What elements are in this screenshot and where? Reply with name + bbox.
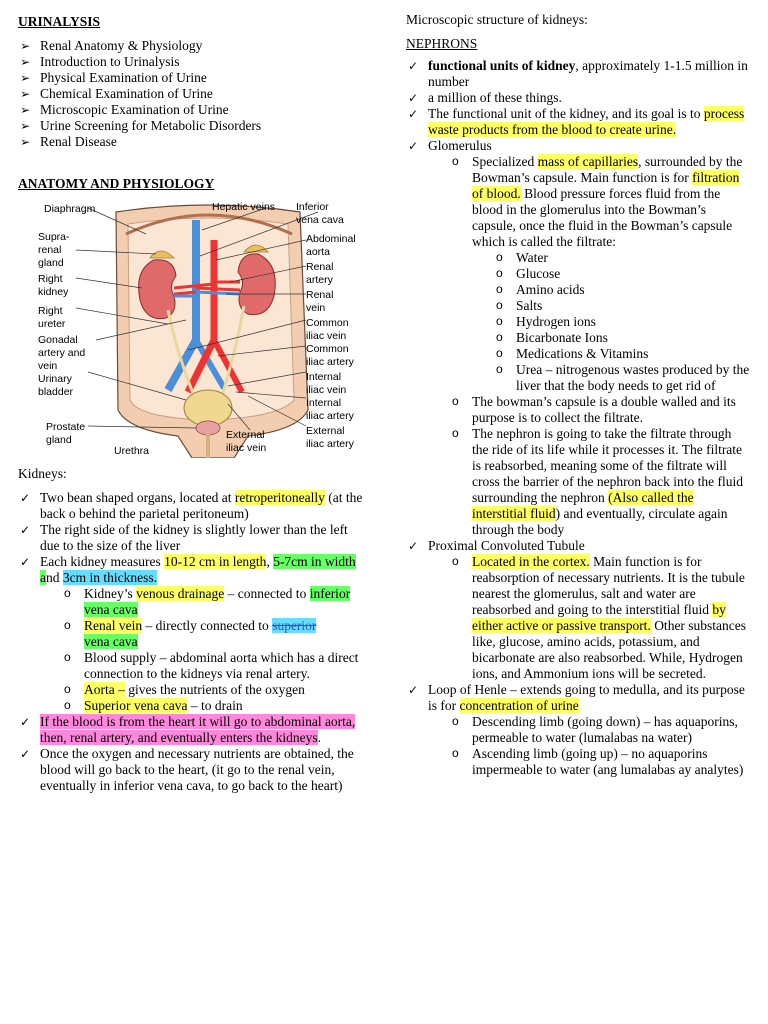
kidney-note: ✓ Once the oxygen and necessary nutrients are obtained, the blood will go back to the heart, (it go to the renal vein, eventually in inferior vena cava, to go back to the heart) bbox=[18, 746, 370, 794]
label-suprarenal-1: Supra- bbox=[38, 231, 70, 243]
topic-item: ➢ Chemical Examination of Urine bbox=[18, 86, 370, 102]
text: nd bbox=[46, 570, 63, 585]
highlight: mass of capillaries bbox=[537, 154, 639, 169]
highlight: Aorta – bbox=[84, 682, 125, 697]
topic-item: ➢ Renal Anatomy & Physiology bbox=[18, 38, 370, 54]
text: Main function is for reabsorption of necessary nutrients. It is the tubule nearest the glomerulus, salt and water are reabsorbed and going to the interstitial fluid bbox=[472, 554, 745, 617]
text: Proximal Convoluted Tubule bbox=[428, 538, 585, 553]
highlight: retroperitoneally bbox=[234, 490, 325, 505]
topic-item: ➢ Introduction to Urinalysis bbox=[18, 54, 370, 70]
filtrate-item: o Urea – nitrogenous wastes produced by the liver that the body needs to get rid of bbox=[494, 362, 750, 394]
right-column bbox=[406, 12, 750, 778]
topic-item: ➢ Renal Disease bbox=[18, 134, 370, 150]
label-common-iliac-vein-2: iliac vein bbox=[306, 330, 347, 342]
subnote bbox=[450, 554, 750, 682]
label-suprarenal-2: renal bbox=[38, 244, 62, 256]
document-title: URINALYSIS bbox=[18, 14, 101, 29]
label-common-iliac-artery-1: Common bbox=[306, 343, 349, 355]
highlight: process waste products from the blood to create urine. bbox=[428, 106, 745, 137]
text: Kidney’s bbox=[84, 586, 137, 601]
label-inferior-vena-cava-1: Inferior bbox=[296, 201, 329, 213]
label-renal-artery-1: Renal bbox=[306, 261, 334, 273]
label-right-kidney-2: kidney bbox=[38, 286, 69, 298]
kidney-note bbox=[18, 714, 370, 746]
label-diaphragm: Diaphragm bbox=[44, 203, 96, 215]
label-urinary-bladder-1: Urinary bbox=[38, 373, 72, 385]
text: Specialized bbox=[472, 154, 538, 169]
highlight: venous drainage bbox=[136, 586, 225, 601]
text: , bbox=[266, 554, 274, 569]
kidney-subnotes bbox=[62, 586, 370, 714]
text: Blood pressure forces fluid from the blood in the glomerulus into the Bowman’s capsule, once the fluid in the Bowman’s capsule which is called the filtrate: bbox=[472, 186, 733, 249]
label-inferior-vena-cava-2: vena cava bbox=[296, 214, 344, 226]
text: Glomerulus bbox=[428, 138, 492, 153]
label-gonadal-1: Gonadal bbox=[38, 334, 78, 346]
kidney-note bbox=[18, 490, 370, 522]
label-external-iliac-vein-1: External bbox=[226, 429, 265, 441]
label-gonadal-3: vein bbox=[38, 360, 58, 372]
label-common-iliac-artery-2: iliac artery bbox=[306, 356, 354, 368]
label-internal-iliac-artery-1: Internal bbox=[306, 397, 342, 409]
label-urethra: Urethra bbox=[114, 445, 150, 457]
subnote: o Blood supply – abdominal aorta which has a direct connection to the kidneys via renal artery. bbox=[62, 650, 370, 682]
label-internal-iliac-vein-1: Internal bbox=[306, 371, 342, 383]
label-external-iliac-vein-2: iliac vein bbox=[226, 442, 267, 454]
label-right-ureter-1: Right bbox=[38, 305, 63, 317]
highlight: Renal vein bbox=[84, 618, 143, 633]
strikethrough: superior bbox=[272, 618, 317, 633]
text: (at the back o behind the parietal peritoneum) bbox=[40, 490, 363, 521]
filtrate-list bbox=[494, 250, 750, 394]
subnote: o Descending limb (going down) – has aquaporins, permeable to water (lumalabas na water) bbox=[450, 714, 750, 746]
text: gives the nutrients of the oxygen bbox=[124, 682, 305, 697]
filtrate-item: o Medications & Vitamins bbox=[494, 346, 750, 362]
subnote: o Ascending limb (going up) – no aquaporins impermeable to water (ang lumalabas ay analytes) bbox=[450, 746, 750, 778]
label-suprarenal-3: gland bbox=[38, 257, 64, 269]
nephron-note bbox=[406, 58, 750, 90]
topic-list bbox=[18, 38, 370, 150]
label-urinary-bladder-2: bladder bbox=[38, 386, 74, 398]
text: – to drain bbox=[187, 698, 243, 713]
highlight: filtration of blood. bbox=[472, 170, 740, 201]
highlight: by either active or passive transport. bbox=[472, 602, 726, 633]
text: , approximately 1-1.5 million in number bbox=[428, 58, 748, 89]
subnote bbox=[450, 426, 750, 538]
subnote bbox=[62, 682, 370, 698]
nephron-note bbox=[406, 106, 750, 138]
label-hepatic-veins: Hepatic veins bbox=[212, 201, 276, 213]
label-prostate-1: Prostate bbox=[46, 421, 86, 433]
highlight: Superior vena cava bbox=[84, 698, 188, 713]
label-prostate-2: gland bbox=[46, 434, 72, 446]
kidney-notes bbox=[18, 490, 370, 794]
kidney-note bbox=[18, 554, 370, 714]
kidneys-label: Kidneys: bbox=[18, 466, 67, 481]
text: Loop of Henle – extends going to medulla, and its purpose is for bbox=[428, 682, 745, 713]
highlight: If the blood is from the heart it will go to abdominal aorta, then, renal artery, and eventually enters the kidneys bbox=[40, 714, 356, 745]
subnote bbox=[62, 586, 370, 618]
glomerulus-subnotes bbox=[450, 154, 750, 538]
section-title: ANATOMY AND PHYSIOLOGY bbox=[18, 176, 215, 191]
filtrate-item: o Glucose bbox=[494, 266, 750, 282]
highlight: vena cava bbox=[84, 634, 138, 649]
highlight: Located in the cortex. bbox=[472, 554, 590, 569]
label-external-iliac-artery-2: iliac artery bbox=[306, 438, 354, 450]
topic-item: ➢ Microscopic Examination of Urine bbox=[18, 102, 370, 118]
label-renal-vein-1: Renal bbox=[306, 289, 334, 301]
label-renal-vein-2: vein bbox=[306, 302, 326, 314]
kidney-anatomy-figure bbox=[18, 200, 376, 458]
label-right-kidney-1: Right bbox=[38, 273, 63, 285]
label-common-iliac-vein-1: Common bbox=[306, 317, 349, 329]
filtrate-item: o Water bbox=[494, 250, 750, 266]
highlight: 5-7cm in width a bbox=[40, 554, 356, 585]
subnote bbox=[450, 154, 750, 394]
text: ) and eventually, circulate again through the body bbox=[472, 506, 728, 537]
text: , surrounded by the Bowman’s capsule. Main function is for bbox=[472, 154, 743, 185]
text: The functional unit of the kidney, and its goal is to bbox=[428, 106, 704, 121]
filtrate-item: o Bicarbonate Ions bbox=[494, 330, 750, 346]
text: – connected to bbox=[224, 586, 310, 601]
filtrate-item: o Amino acids bbox=[494, 282, 750, 298]
loop-subnotes bbox=[450, 714, 750, 778]
text: – directly connected to bbox=[142, 618, 273, 633]
text: Each kidney measures bbox=[40, 554, 165, 569]
topic-item: ➢ Physical Examination of Urine bbox=[18, 70, 370, 86]
urinary-system-illustration bbox=[18, 200, 376, 458]
subnote bbox=[62, 618, 370, 650]
label-abdominal-aorta-1: Abdominal bbox=[306, 233, 356, 245]
text: . bbox=[317, 730, 322, 745]
nephrons-heading: NEPHRONS bbox=[406, 36, 478, 51]
highlight: (Also called the interstitial fluid bbox=[472, 490, 694, 521]
nephron-note: ✓ a million of these things. bbox=[406, 90, 750, 106]
label-renal-artery-2: artery bbox=[306, 274, 333, 286]
filtrate-item: o Salts bbox=[494, 298, 750, 314]
text: Two bean shaped organs, located at bbox=[40, 490, 235, 505]
bold-text: functional units of kidney bbox=[428, 58, 576, 73]
highlight: 3cm in thickness. bbox=[62, 570, 157, 585]
nephron-note bbox=[406, 138, 750, 538]
text: Other substances like, glucose, amino acids, potassium, and bicarbonate are also reabsorbed. While, Hydrogen ions, and Ammonium ions will be secreted. bbox=[472, 618, 747, 681]
nephron-note bbox=[406, 538, 750, 682]
pct-subnotes bbox=[450, 554, 750, 682]
label-right-ureter-2: ureter bbox=[38, 318, 66, 330]
highlight: inferior vena cava bbox=[84, 586, 351, 617]
microscopic-title: Microscopic structure of kidneys: bbox=[406, 12, 588, 27]
label-abdominal-aorta-2: aorta bbox=[306, 246, 330, 258]
label-internal-iliac-artery-2: iliac artery bbox=[306, 410, 354, 422]
label-external-iliac-artery-1: External bbox=[306, 425, 345, 437]
highlight: concentration of urine bbox=[459, 698, 579, 713]
topic-item: ➢ Urine Screening for Metabolic Disorders bbox=[18, 118, 370, 134]
subnote: o The bowman’s capsule is a double walled and its purpose is to collect the filtrate. bbox=[450, 394, 750, 426]
text: The nephron is going to take the filtrate through the ride of its life while it processes it. The filtrate is reabsorbed, meaning some of the filtrate will cross the barrier of the nephron back into the fluid surrounding the nephron bbox=[472, 426, 744, 505]
kidney-note: ✓ The right side of the kidney is slightly lower than the left due to the size of the liver bbox=[18, 522, 370, 554]
subnote bbox=[62, 698, 370, 714]
label-gonadal-2: artery and bbox=[38, 347, 86, 359]
left-column bbox=[18, 12, 370, 794]
nephron-note bbox=[406, 682, 750, 778]
filtrate-item: o Hydrogen ions bbox=[494, 314, 750, 330]
highlight: 10-12 cm in length bbox=[164, 554, 267, 569]
nephron-notes bbox=[406, 58, 750, 778]
label-internal-iliac-vein-2: iliac vein bbox=[306, 384, 347, 396]
